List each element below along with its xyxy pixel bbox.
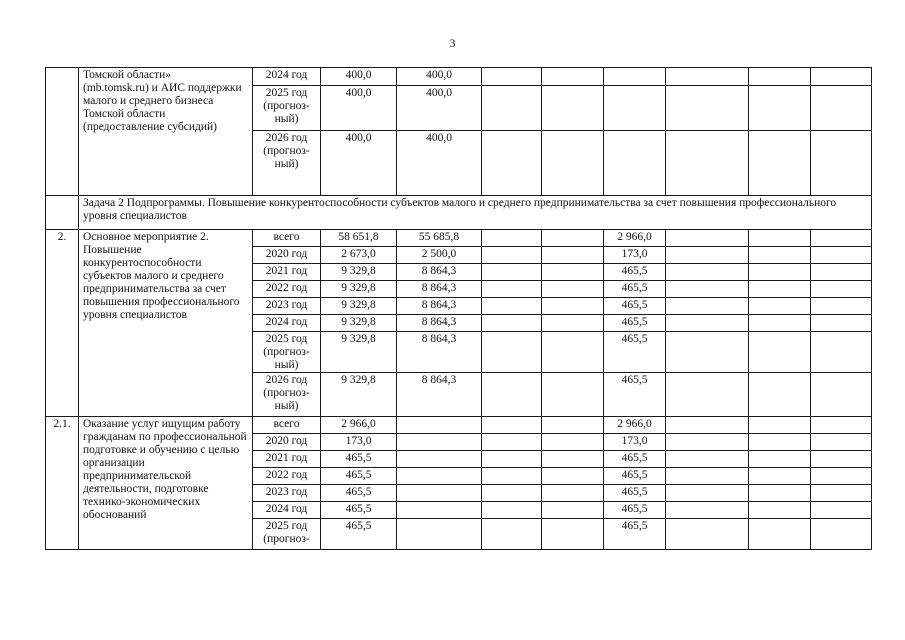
regional-amount-cell: 2 966,0	[604, 417, 666, 434]
federal-amount-cell	[397, 519, 482, 550]
year-cell: 2021 год	[253, 264, 321, 281]
regional-amount-cell: 2 966,0	[604, 230, 666, 247]
total-amount-cell: 400,0	[321, 131, 397, 196]
year-cell: 2020 год	[253, 434, 321, 451]
empty-cell	[749, 315, 811, 332]
empty-amount-cell	[482, 230, 542, 247]
activity-description: Томской области» (mb.tomsk.ru) и АИС поддержки малого и среднего бизнеса Томской области (предоставление субсидий)	[79, 68, 253, 196]
year-cell: 2025 год (прогноз- ный)	[253, 332, 321, 373]
empty-amount-cell	[482, 298, 542, 315]
empty-cell	[811, 68, 872, 86]
regional-amount-cell	[604, 86, 666, 131]
federal-amount-cell	[397, 468, 482, 485]
total-amount-cell: 400,0	[321, 86, 397, 131]
regional-amount-cell: 465,5	[604, 519, 666, 550]
empty-cell	[666, 373, 749, 417]
page-number: 3	[449, 36, 456, 50]
empty-cell	[749, 485, 811, 502]
federal-amount-cell: 400,0	[397, 68, 482, 86]
regional-amount-cell	[604, 68, 666, 86]
empty-cell	[811, 247, 872, 264]
regional-amount-cell: 173,0	[604, 434, 666, 451]
empty-amount-cell	[482, 86, 542, 131]
year-cell: 2026 год (прогноз- ный)	[253, 131, 321, 196]
year-cell: 2025 год (прогноз-	[253, 519, 321, 550]
year-cell: 2024 год	[253, 502, 321, 519]
total-amount-cell: 9 329,8	[321, 281, 397, 298]
table-row	[46, 68, 872, 86]
empty-amount-cell	[542, 502, 604, 519]
year-cell: 2022 год	[253, 468, 321, 485]
total-amount-cell: 2 966,0	[321, 417, 397, 434]
year-cell: всего	[253, 417, 321, 434]
empty-amount-cell	[542, 451, 604, 468]
empty-amount-cell	[482, 373, 542, 417]
empty-cell	[811, 264, 872, 281]
empty-cell	[666, 281, 749, 298]
empty-cell	[666, 485, 749, 502]
empty-cell	[666, 417, 749, 434]
year-cell: 2023 год	[253, 298, 321, 315]
federal-amount-cell	[397, 434, 482, 451]
empty-cell	[749, 131, 811, 196]
activity-description: Оказание услуг ищущим работу гражданам по профессиональной подготовке и обучению с целью организации предпринимательской деятельности, подготовке технико-экономических обоснований	[79, 417, 253, 550]
empty-amount-cell	[482, 417, 542, 434]
item-number: 2.	[46, 230, 79, 417]
empty-cell	[811, 502, 872, 519]
empty-cell	[749, 332, 811, 373]
empty-amount-cell	[542, 468, 604, 485]
empty-amount-cell	[482, 315, 542, 332]
empty-cell	[749, 373, 811, 417]
empty-amount-cell	[542, 417, 604, 434]
task-row	[46, 196, 872, 230]
empty-cell	[811, 417, 872, 434]
empty-cell	[666, 247, 749, 264]
empty-cell	[666, 519, 749, 550]
empty-cell	[666, 315, 749, 332]
total-amount-cell: 465,5	[321, 502, 397, 519]
empty-cell	[811, 298, 872, 315]
federal-amount-cell: 8 864,3	[397, 281, 482, 298]
empty-cell	[811, 86, 872, 131]
empty-amount-cell	[542, 264, 604, 281]
empty-cell	[811, 468, 872, 485]
federal-amount-cell: 2 500,0	[397, 247, 482, 264]
empty-amount-cell	[542, 247, 604, 264]
empty-amount-cell	[542, 68, 604, 86]
empty-cell	[749, 86, 811, 131]
empty-amount-cell	[482, 434, 542, 451]
empty-cell	[666, 451, 749, 468]
empty-cell	[749, 502, 811, 519]
empty-cell	[749, 230, 811, 247]
year-cell: 2020 год	[253, 247, 321, 264]
empty-cell	[666, 230, 749, 247]
regional-amount-cell: 173,0	[604, 247, 666, 264]
empty-cell	[811, 131, 872, 196]
empty-cell	[749, 298, 811, 315]
empty-cell	[811, 373, 872, 417]
total-amount-cell: 2 673,0	[321, 247, 397, 264]
regional-amount-cell: 465,5	[604, 502, 666, 519]
empty-amount-cell	[482, 485, 542, 502]
federal-amount-cell: 400,0	[397, 86, 482, 131]
empty-amount-cell	[542, 281, 604, 298]
empty-amount-cell	[542, 485, 604, 502]
total-amount-cell: 173,0	[321, 434, 397, 451]
federal-amount-cell: 400,0	[397, 131, 482, 196]
federal-amount-cell: 8 864,3	[397, 264, 482, 281]
empty-cell	[666, 468, 749, 485]
regional-amount-cell: 465,5	[604, 264, 666, 281]
federal-amount-cell: 8 864,3	[397, 373, 482, 417]
federal-amount-cell	[397, 485, 482, 502]
empty-cell	[811, 451, 872, 468]
year-cell: 2023 год	[253, 485, 321, 502]
empty-amount-cell	[482, 502, 542, 519]
total-amount-cell: 465,5	[321, 519, 397, 550]
empty-cell	[666, 502, 749, 519]
empty-amount-cell	[542, 230, 604, 247]
empty-amount-cell	[482, 131, 542, 196]
empty-cell	[749, 264, 811, 281]
regional-amount-cell: 465,5	[604, 485, 666, 502]
program-table	[45, 67, 872, 550]
total-amount-cell: 9 329,8	[321, 264, 397, 281]
total-amount-cell: 9 329,8	[321, 373, 397, 417]
activity-description: Основное мероприятие 2. Повышение конкурентоспособности субъектов малого и среднего предпринимательства за счет повышения профессионального уровня специалистов	[79, 230, 253, 417]
total-amount-cell: 400,0	[321, 68, 397, 86]
empty-amount-cell	[482, 332, 542, 373]
total-amount-cell: 58 651,8	[321, 230, 397, 247]
empty-amount-cell	[482, 451, 542, 468]
year-cell: 2026 год (прогноз- ный)	[253, 373, 321, 417]
empty-amount-cell	[482, 519, 542, 550]
total-amount-cell: 465,5	[321, 485, 397, 502]
empty-amount-cell	[542, 434, 604, 451]
total-amount-cell: 9 329,8	[321, 298, 397, 315]
federal-amount-cell: 55 685,8	[397, 230, 482, 247]
empty-cell	[811, 519, 872, 550]
empty-amount-cell	[482, 281, 542, 298]
empty-cell	[811, 230, 872, 247]
table-row	[46, 230, 872, 247]
empty-cell	[749, 519, 811, 550]
year-cell: 2024 год	[253, 68, 321, 86]
regional-amount-cell: 465,5	[604, 468, 666, 485]
empty-cell	[666, 434, 749, 451]
empty-amount-cell	[542, 332, 604, 373]
task-heading: Задача 2 Подпрограммы. Повышение конкурентоспособности субъектов малого и среднего предпринимательства за счет повышения профессионального уровня специалистов	[79, 196, 872, 230]
empty-cell	[46, 196, 79, 230]
federal-amount-cell: 8 864,3	[397, 298, 482, 315]
empty-amount-cell	[482, 68, 542, 86]
regional-amount-cell: 465,5	[604, 332, 666, 373]
regional-amount-cell: 465,5	[604, 315, 666, 332]
year-cell: 2024 год	[253, 315, 321, 332]
year-cell: 2022 год	[253, 281, 321, 298]
empty-cell	[811, 281, 872, 298]
empty-cell	[811, 332, 872, 373]
empty-cell	[749, 247, 811, 264]
empty-cell	[666, 332, 749, 373]
empty-cell	[749, 281, 811, 298]
empty-cell	[749, 434, 811, 451]
empty-cell	[749, 468, 811, 485]
empty-amount-cell	[542, 86, 604, 131]
total-amount-cell: 465,5	[321, 451, 397, 468]
total-amount-cell: 9 329,8	[321, 332, 397, 373]
table-row	[46, 417, 872, 434]
item-number: 2.1.	[46, 417, 79, 550]
empty-amount-cell	[482, 247, 542, 264]
empty-cell	[811, 485, 872, 502]
empty-amount-cell	[542, 373, 604, 417]
empty-cell	[666, 131, 749, 196]
regional-amount-cell: 465,5	[604, 451, 666, 468]
empty-amount-cell	[482, 264, 542, 281]
regional-amount-cell: 465,5	[604, 373, 666, 417]
empty-amount-cell	[542, 519, 604, 550]
empty-cell	[749, 68, 811, 86]
total-amount-cell: 465,5	[321, 468, 397, 485]
year-cell: 2025 год (прогноз- ный)	[253, 86, 321, 131]
federal-amount-cell: 8 864,3	[397, 315, 482, 332]
empty-cell	[749, 417, 811, 434]
federal-amount-cell	[397, 451, 482, 468]
empty-amount-cell	[482, 468, 542, 485]
empty-cell	[666, 68, 749, 86]
empty-amount-cell	[542, 131, 604, 196]
empty-cell	[811, 315, 872, 332]
federal-amount-cell: 8 864,3	[397, 332, 482, 373]
regional-amount-cell	[604, 131, 666, 196]
regional-amount-cell: 465,5	[604, 298, 666, 315]
year-cell: 2021 год	[253, 451, 321, 468]
empty-cell	[749, 451, 811, 468]
federal-amount-cell	[397, 417, 482, 434]
total-amount-cell: 9 329,8	[321, 315, 397, 332]
year-cell: всего	[253, 230, 321, 247]
item-number	[46, 68, 79, 196]
empty-amount-cell	[542, 315, 604, 332]
empty-cell	[666, 86, 749, 131]
empty-amount-cell	[542, 298, 604, 315]
empty-cell	[811, 434, 872, 451]
federal-amount-cell	[397, 502, 482, 519]
empty-cell	[666, 264, 749, 281]
regional-amount-cell: 465,5	[604, 281, 666, 298]
empty-cell	[666, 298, 749, 315]
